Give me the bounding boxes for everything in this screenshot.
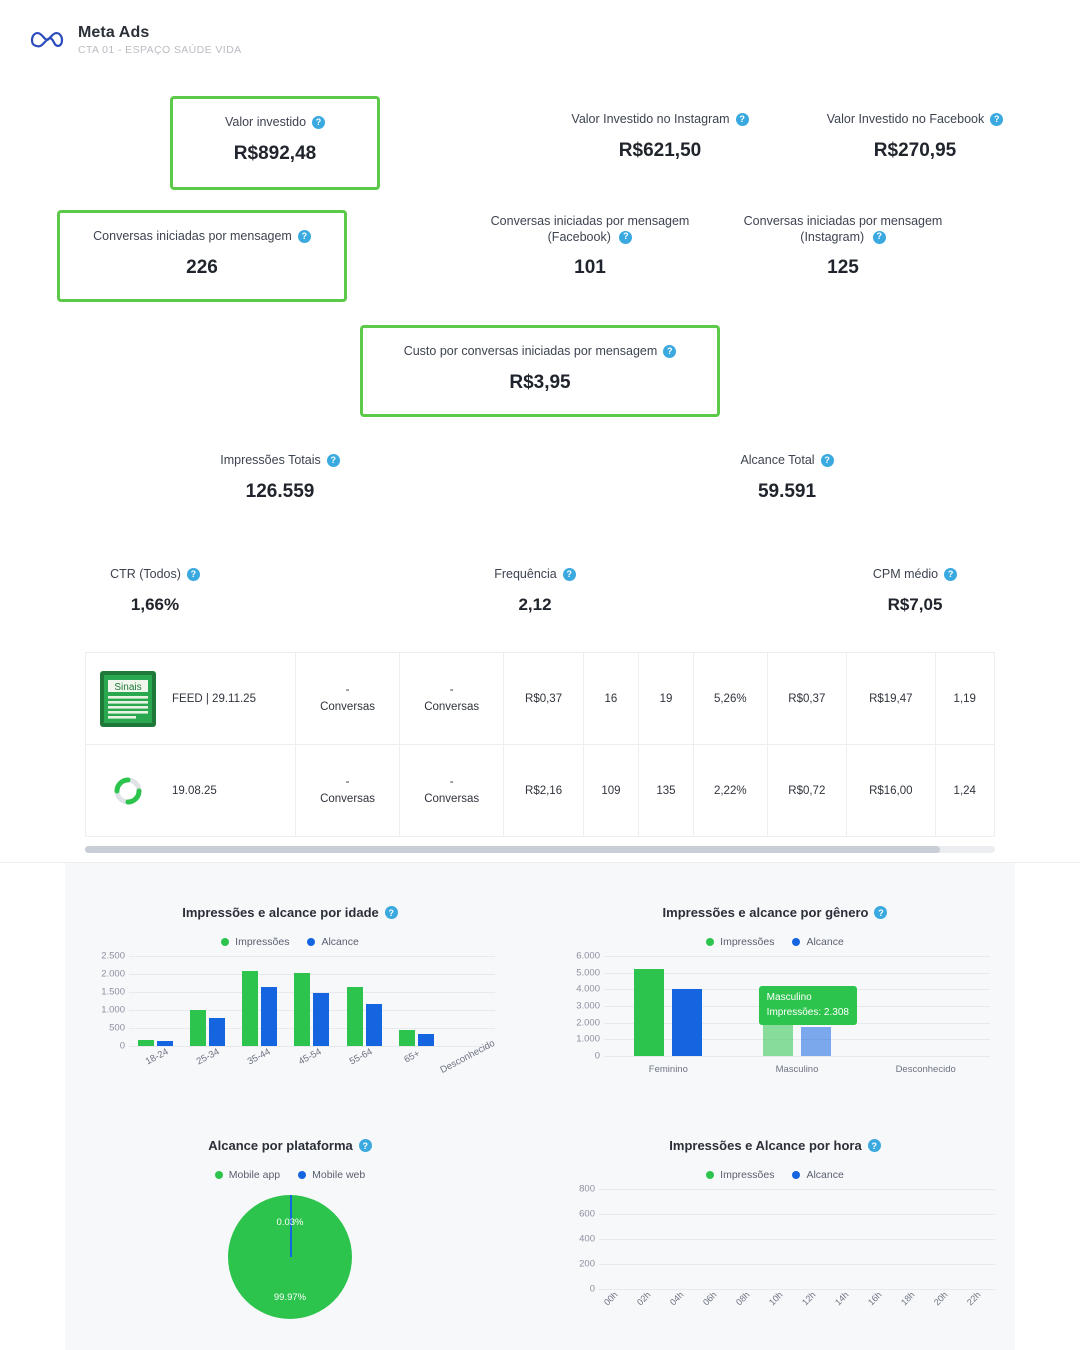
y-axis: 2.500 2.000 1.500 1.000 500 0 <box>101 950 125 1052</box>
table-horizontal-scrollbar[interactable] <box>85 846 995 853</box>
chart-tooltip: Masculino Impressões: 2.308 <box>759 986 857 1025</box>
table-cell-metric-2: 135 <box>638 745 693 837</box>
x-axis-labels: 00h 02h 04h 06h 08h 10h 12h 14h 16h 18h 20h 22h <box>601 1289 983 1308</box>
kpi-value: 2,12 <box>518 594 552 614</box>
chart-title: Impressões e alcance por idade ? <box>85 905 495 920</box>
kpi-value: 101 <box>574 257 606 279</box>
bar-impressoes[interactable] <box>294 973 310 1046</box>
kpi-value: R$892,48 <box>233 142 317 164</box>
legend-item-mobile-web[interactable]: Mobile web <box>298 1169 365 1181</box>
kpi-label: CPM médio ? <box>795 567 1035 583</box>
bar-group <box>286 956 338 1046</box>
kpi-label: Impressões Totais ? <box>160 453 400 469</box>
table-cell-resultados-2: - Conversas <box>400 745 504 837</box>
pie-label-mobile-app: 99.97% <box>273 1292 307 1303</box>
bar-alcance[interactable] <box>672 989 702 1056</box>
kpi-conversas-facebook <box>465 214 715 279</box>
page-subtitle: CTA 01 - ESPAÇO SAÚDE VIDA <box>78 44 242 56</box>
kpi-value: 126.559 <box>245 480 315 502</box>
sinais-thumbnail <box>100 671 156 727</box>
kpi-cpm-medio <box>795 567 1035 615</box>
chart-alcance-plataforma <box>120 1138 460 1319</box>
bar-group <box>181 956 233 1046</box>
page-title: Meta Ads <box>78 24 150 41</box>
bar-alcance[interactable] <box>801 1027 831 1056</box>
legend-item-impressoes[interactable]: Impressões <box>221 936 289 948</box>
help-icon[interactable]: ? <box>619 231 632 244</box>
table-cell-frequencia: 1,24 <box>935 745 995 837</box>
legend-item-alcance[interactable]: Alcance <box>307 936 358 948</box>
x-axis-labels: Feminino Masculino Desconhecido <box>648 1064 956 1075</box>
y-axis: 6.000 5.000 4.000 3.000 2.000 1.000 0 <box>576 950 600 1062</box>
bar-group <box>861 956 990 1056</box>
kpi-label: Valor Investido no Instagram ? <box>530 112 790 128</box>
bar-impressoes[interactable] <box>242 971 258 1046</box>
table-cell-creative-name: 19.08.25 <box>172 784 217 797</box>
legend-item-mobile-app[interactable]: Mobile app <box>215 1169 280 1181</box>
kpi-label: Valor Investido no Facebook ? <box>790 112 1040 128</box>
legend-item-impressoes[interactable]: Impressões <box>706 936 774 948</box>
kpi-value: 226 <box>186 256 218 278</box>
chart-plot-area <box>555 1183 995 1295</box>
svg-text:Sinais: Sinais <box>114 681 142 693</box>
kpi-value: 125 <box>827 257 859 279</box>
legend-item-alcance[interactable]: Alcance <box>792 1169 843 1181</box>
chart-plot-area <box>85 950 495 1052</box>
chart-title: Impressões e Alcance por hora ? <box>555 1138 995 1153</box>
help-icon[interactable]: ? <box>990 113 1003 126</box>
kpi-valor-investido-instagram <box>530 112 790 162</box>
table-cell-resultados: - Conversas <box>296 745 400 837</box>
bar-impressoes[interactable] <box>347 987 363 1046</box>
bar-group <box>234 956 286 1046</box>
kpi-value: R$7,05 <box>887 594 943 614</box>
help-icon[interactable]: ? <box>821 454 834 467</box>
table-cell-creative <box>86 653 296 745</box>
chart-title: Impressões e alcance por gênero ? <box>560 905 990 920</box>
chart-impressoes-alcance-idade <box>85 905 495 1080</box>
kpi-value: R$270,95 <box>873 139 957 161</box>
pie-chart[interactable] <box>228 1195 352 1319</box>
kpi-label: Frequência ? <box>415 567 655 583</box>
help-icon[interactable]: ? <box>868 1139 881 1152</box>
kpi-label: Valor investido ? <box>173 115 377 131</box>
bar-alcance[interactable] <box>261 987 277 1046</box>
help-icon[interactable]: ? <box>187 568 200 581</box>
y-axis: 800 600 400 200 0 <box>579 1183 595 1295</box>
x-axis-labels: 18-24 25-34 35-44 45-54 55-64 65+ Desconhecido <box>143 1037 497 1076</box>
help-icon[interactable]: ? <box>385 906 398 919</box>
chart-bars <box>599 1189 995 1289</box>
table-cell-custo: R$0,37 <box>504 653 584 745</box>
scrollbar-thumb[interactable] <box>85 846 940 853</box>
legend-item-alcance[interactable]: Alcance <box>792 936 843 948</box>
table-row[interactable] <box>86 653 995 745</box>
kpi-label: Conversas iniciadas por mensagem (Facebook) ? <box>490 214 690 244</box>
kpi-conversas-instagram <box>718 214 968 279</box>
table-cell-metric-1: 109 <box>583 745 638 837</box>
help-icon[interactable]: ? <box>359 1139 372 1152</box>
kpi-impressoes-totais <box>160 453 400 503</box>
legend-item-impressoes[interactable]: Impressões <box>706 1169 774 1181</box>
help-icon[interactable]: ? <box>312 116 325 129</box>
bar-group <box>733 956 862 1056</box>
table-cell-creative-name: FEED | 29.11.25 <box>172 692 256 705</box>
kpi-value: 59.591 <box>757 480 817 502</box>
kpi-label: Custo por conversas iniciadas por mensagem ? <box>363 344 717 360</box>
kpi-value: R$621,50 <box>618 139 702 161</box>
kpi-value: R$3,95 <box>509 371 571 393</box>
help-icon[interactable]: ? <box>327 454 340 467</box>
table-cell-frequencia: 1,19 <box>935 653 995 745</box>
help-icon[interactable]: ? <box>298 230 311 243</box>
chart-legend <box>555 1169 995 1181</box>
help-icon[interactable]: ? <box>563 568 576 581</box>
kpi-valor-investido <box>170 96 380 190</box>
chart-legend <box>560 936 990 948</box>
kpi-valor-investido-facebook <box>790 112 1040 162</box>
kpi-conversas-iniciadas <box>57 210 347 302</box>
chart-bars <box>129 956 495 1046</box>
table-cell-resultados-2: - Conversas <box>400 653 504 745</box>
bar-group <box>443 956 495 1046</box>
kpi-label: CTR (Todos) ? <box>35 567 275 583</box>
chart-title: Alcance por plataforma ? <box>120 1138 460 1153</box>
chart-impressoes-alcance-hora <box>555 1138 995 1319</box>
chart-impressoes-alcance-genero <box>560 905 990 1080</box>
kpi-ctr-todos <box>35 567 275 615</box>
bar-group <box>390 956 442 1046</box>
kpi-custo-por-conversa <box>360 325 720 417</box>
kpi-label: Conversas iniciadas por mensagem ? <box>60 229 344 245</box>
spinner-thumbnail <box>100 763 156 819</box>
table-cell-metric-2: 19 <box>638 653 693 745</box>
help-icon[interactable]: ? <box>736 113 749 126</box>
bar-impressoes[interactable] <box>190 1010 206 1046</box>
bar-group <box>338 956 390 1046</box>
table-cell-metric-1: 16 <box>583 653 638 745</box>
pie-label-mobile-web: 0.03% <box>276 1217 304 1228</box>
table-cell-creative <box>86 745 296 837</box>
help-icon[interactable]: ? <box>944 568 957 581</box>
bar-group <box>129 956 181 1046</box>
bar-group <box>604 956 733 1056</box>
chart-legend <box>120 1169 460 1181</box>
bar-impressoes[interactable] <box>399 1030 415 1046</box>
table-cell-ctr: 5,26% <box>694 653 767 745</box>
kpi-alcance-total <box>667 453 907 503</box>
kpi-label: Alcance Total ? <box>667 453 907 469</box>
chart-legend <box>85 936 495 948</box>
table-cell-custo: R$2,16 <box>504 745 584 837</box>
table-cell-cpm: R$19,47 <box>847 653 935 745</box>
meta-infinity-icon <box>30 28 64 58</box>
creatives-table <box>85 652 995 837</box>
help-icon[interactable]: ? <box>874 906 887 919</box>
kpi-frequencia <box>415 567 655 615</box>
bar-alcance[interactable] <box>313 993 329 1046</box>
help-icon[interactable]: ? <box>663 345 676 358</box>
chart-bars <box>604 956 990 1056</box>
bar-impressoes[interactable] <box>634 969 664 1057</box>
kpi-value: 1,66% <box>130 594 180 614</box>
chart-plot-area <box>560 950 990 1062</box>
table-cell-cpc: R$0,72 <box>767 745 847 837</box>
table-cell-cpc: R$0,37 <box>767 653 847 745</box>
kpi-label: Conversas iniciadas por mensagem (Instagram) ? <box>743 214 943 244</box>
table-cell-resultados: - Conversas <box>296 653 400 745</box>
dashboard-header <box>30 24 241 58</box>
table-cell-ctr: 2,22% <box>694 745 767 837</box>
help-icon[interactable]: ? <box>873 231 886 244</box>
table-cell-cpm: R$16,00 <box>847 745 935 837</box>
table-row[interactable] <box>86 745 995 837</box>
